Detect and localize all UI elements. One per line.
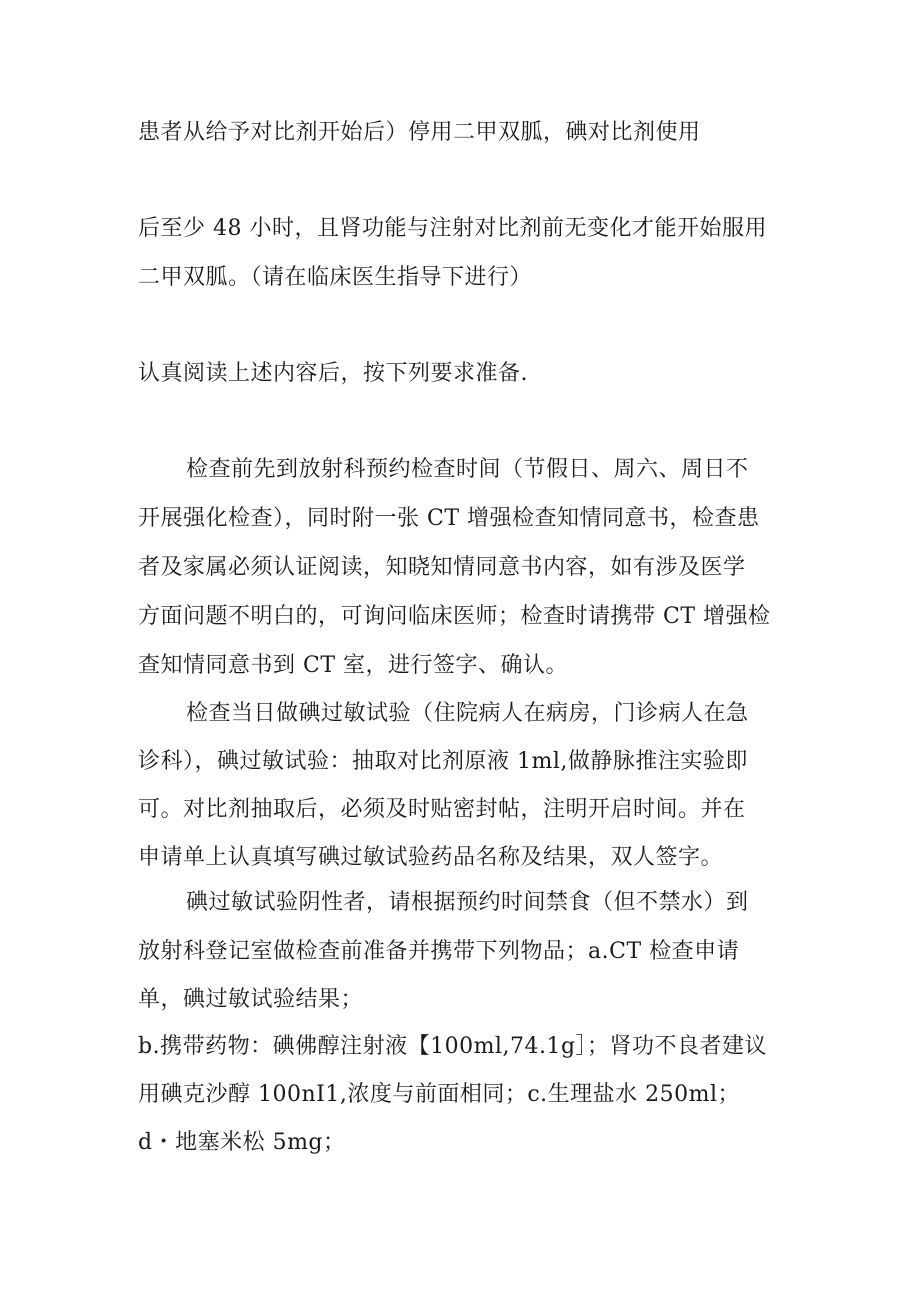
text-line: 查知情同意书到 CT 室，进行签字、确认。 bbox=[138, 653, 568, 678]
text-line: 用碘克沙醇 100nI1,浓度与前面相同；c.生理盐水 250ml； bbox=[138, 1082, 741, 1107]
paragraph-first-line: 碘过敏试验阴性者，请根据预约时间禁食（但不禁水）到 bbox=[186, 890, 749, 915]
text-line: 放射科登记室做检查前准备并携带下列物品；a.CT 检查申请 bbox=[138, 939, 740, 964]
text-line: 患者从给予对比剂开始后）停用二甲双胍，碘对比剂使用 bbox=[138, 120, 701, 145]
text-line: b.携带药物：碘佛醇注射液【100ml,74.1g］；肾功不良者建议 bbox=[138, 1034, 768, 1059]
text-line: 单，碘过敏试验结果； bbox=[138, 987, 364, 1012]
text-line: 可。对比剂抽取后，必须及时贴密封帖，注明开启时间。并在 bbox=[138, 797, 746, 822]
text-line: 认真阅读上述内容后，按下列要求准备. bbox=[138, 361, 528, 386]
text-line: 方面问题不明白的，可询问临床医师；检查时请携带 CT 增强检 bbox=[138, 604, 771, 629]
text-line: 申请单上认真填写碘过敏试验药品名称及结果，双人签字。 bbox=[138, 845, 724, 870]
text-line: 开展强化检查），同时附一张 CT 增强检查知情同意书，检查患 bbox=[138, 506, 760, 531]
text-line: 诊科），碘过敏试验：抽取对比剂原液 1ml,做静脉推注实验即 bbox=[138, 749, 748, 774]
paragraph-first-line: 检查当日做碘过敏试验（住院病人在病房，门诊病人在急 bbox=[186, 701, 749, 726]
paragraph-first-line: 检查前先到放射科预约检查时间（节假日、周六、周日不 bbox=[186, 457, 749, 482]
text-line: 者及家属必须认证阅读，知晓知情同意书内容，如有涉及医学 bbox=[138, 555, 746, 580]
text-line: d・地塞米松 5mg； bbox=[138, 1130, 346, 1155]
text-line: 二甲双胍。（请在临床医生指导下进行） bbox=[138, 265, 533, 290]
text-line: 后至少 48 小时，且肾功能与注射对比剂前无变化才能开始服用 bbox=[138, 216, 767, 241]
